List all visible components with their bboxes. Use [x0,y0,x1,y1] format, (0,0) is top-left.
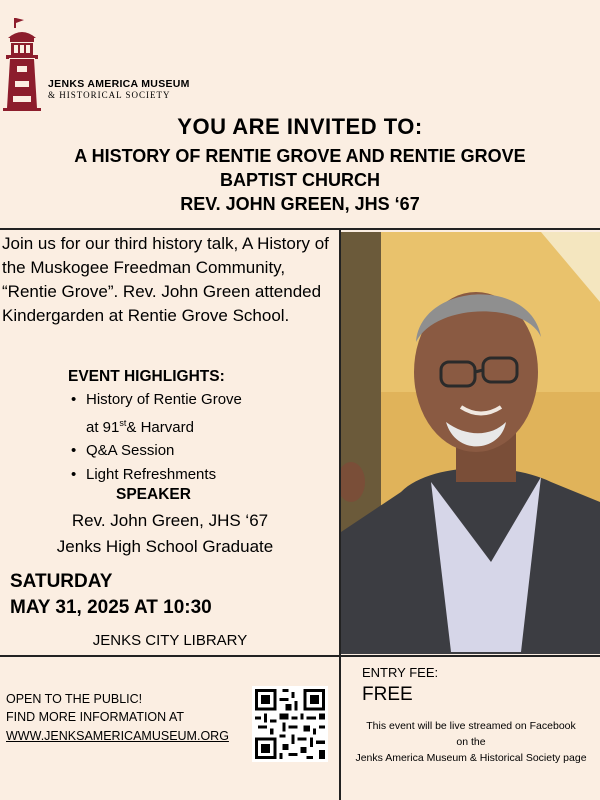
list-item-text: Light Refreshments [86,465,217,483]
speaker-name: Rev. John Green, JHS ‘67 [71,511,269,530]
highlights-list [66,388,326,486]
superscript: st [119,417,127,428]
lighthouse-logo-icon [0,16,44,112]
divider [0,228,600,230]
speaker-photo [341,232,600,654]
entry-fee-label: ENTRY FEE: [362,665,439,680]
speaker-heading: SPEAKER [116,486,191,503]
event-title-line: A HISTORY OF RENTIE GROVE AND RENTIE GROVE [74,146,526,166]
divider [0,655,600,657]
list-item-text: History of Rentie Grove [86,391,242,408]
livestream-line: This event will be live streamed on Facebook [366,720,576,732]
list-item-text: at 91 [86,418,120,436]
event-date: MAY 31, 2025 AT 10:30 [10,597,212,618]
list-item: • Light Refreshments [71,465,217,483]
org-subtitle: & HISTORICAL SOCIETY [48,90,171,100]
list-item: • History of Rentie Grove at 91st& Harvard [71,391,242,436]
list-item-text: & Harvard [126,418,194,436]
livestream-line: on the [456,736,486,748]
livestream-line: Jenks America Museum & Historical Society page [355,752,587,764]
list-item: • Q&A Session [71,442,175,459]
highlights-heading: EVENT HIGHLIGHTS: [68,368,225,385]
org-name: JENKS AMERICA MUSEUM [48,78,190,90]
entry-fee-value: FREE [362,684,413,705]
open-public-text: OPEN TO THE PUBLIC! [6,692,143,706]
museum-website-link[interactable]: WWW.JENKSAMERICAMUSEUM.ORG [6,729,229,743]
livestream-note [342,718,600,766]
intro-text: Join us for our third history talk, A History of the Muskogee Freedman Community, “Rentie Grove”. Rev. John Green attended Kindergarden at Rentie Grove School. [2,234,329,325]
divider [339,229,341,800]
event-day: SATURDAY [10,571,113,592]
invite-heading: YOU ARE INVITED TO: [177,114,423,139]
speaker-description: Jenks High School Graduate [56,537,274,556]
event-title-line: BAPTIST CHURCH [220,170,380,190]
more-info-text: FIND MORE INFORMATION AT [6,710,185,724]
list-item-text: Q&A Session [86,442,175,459]
event-title-line: REV. JOHN GREEN, JHS ‘67 [180,194,420,214]
qr-code-icon[interactable] [252,686,328,762]
event-title [0,144,600,216]
event-venue: JENKS CITY LIBRARY [92,632,248,649]
